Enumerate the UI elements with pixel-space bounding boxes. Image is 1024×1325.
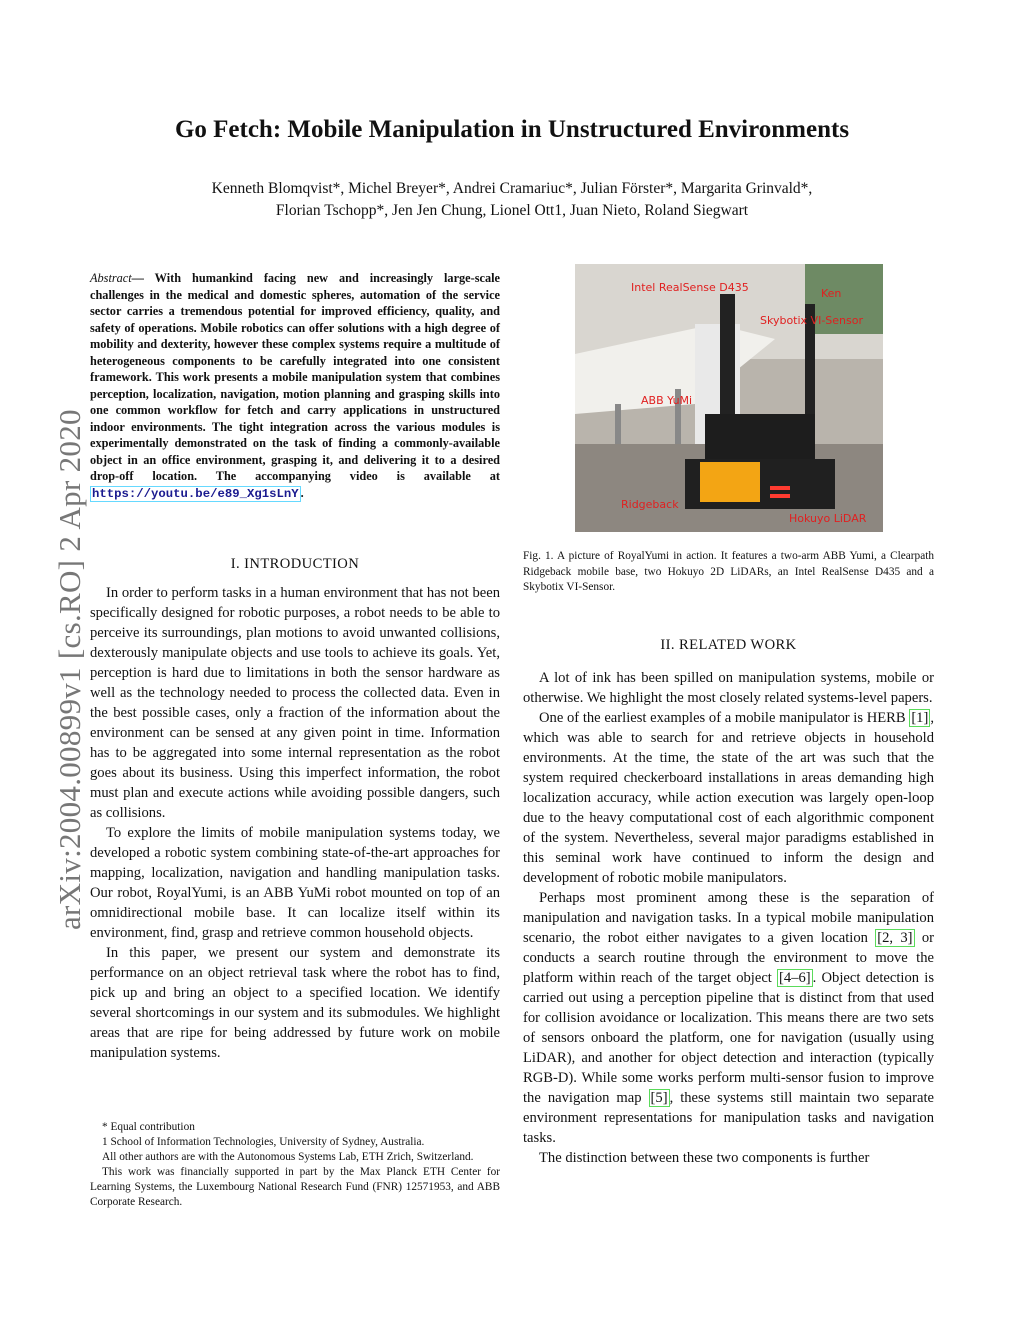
citation-link[interactable]: [5] bbox=[650, 1090, 668, 1106]
text-span: or conducts a search routine through the environment to move the platform within reach of the target object bbox=[523, 930, 934, 986]
footnote-eth: All other authors are with the Autonomous Systems Lab, ETH Zrich, Switzerland. bbox=[102, 1151, 474, 1163]
text-span: One of the earliest examples of a mobile manipulator is HERB bbox=[539, 710, 910, 726]
label-ken: Ken bbox=[821, 287, 842, 300]
related-work-body bbox=[523, 668, 934, 1168]
intro-paragraph-2: To explore the limits of mobile manipulation systems today, we developed a robotic system combining state-of-the-art approaches for mapping, localization, navigation and handling manipulation tasks. Our robot, RoyalYumi, is an ABB YuMi robot mounted on top of an omnidirectional mobile base. It can localize itself within its environment, find, grasp and retrieve common household objects. bbox=[90, 825, 500, 941]
author-line-2: Florian Tschopp*, Jen Jen Chung, Lionel Ott1, Juan Nieto, Roland Siegwart bbox=[275, 202, 749, 219]
related-paragraph-1: A lot of ink has been spilled on manipulation systems, mobile or otherwise. We highlight the most closely related systems-level papers. bbox=[523, 670, 934, 706]
footnotes bbox=[90, 1120, 500, 1210]
citation-link[interactable]: [2, 3] bbox=[877, 930, 913, 946]
abstract-end: . bbox=[300, 485, 304, 500]
related-paragraph-2 bbox=[523, 708, 934, 888]
footnote-sydney: 1 School of Information Technologies, University of Sydney, Australia. bbox=[102, 1136, 425, 1148]
paper-title: Go Fetch: Mobile Manipulation in Unstructured Environments bbox=[174, 116, 850, 143]
robot-figure bbox=[575, 264, 883, 532]
related-paragraph-3 bbox=[523, 888, 934, 1148]
footnote-funding: This work was financially supported in part by the Max Planck ETH Center for Learning Systems, the Luxembourg National Research Fund (FNR) 12571953, and ABB Corporate Research. bbox=[90, 1166, 500, 1208]
section-heading-related-work: II. RELATED WORK bbox=[660, 637, 797, 653]
related-paragraph-4: The distinction between these two components is further bbox=[539, 1150, 870, 1166]
text-span: , these systems still maintain two separate environment representations for manipulation tasks and navigation tasks. bbox=[523, 1090, 934, 1146]
label-realsense: Intel RealSense D435 bbox=[631, 281, 749, 294]
video-link[interactable]: https://youtu.be/e89_Xg1sLnY bbox=[92, 486, 299, 501]
citation-link[interactable]: [4–6] bbox=[779, 970, 811, 986]
arxiv-identifier: arXiv:2004.00899v1 [cs.RO] 2 Apr 2020 bbox=[52, 409, 87, 930]
intro-paragraph-3: In this paper, we present our system and demonstrate its performance on an object retrieval task where the robot has to find, pick up and bring an object to a specified location. We identify several shortcomings in our system and its submodules. We highlight areas that are ripe for being addressed by future work on mobile manipulation systems. bbox=[90, 945, 500, 1061]
text-span: , which was able to search for and retrieve objects in household environments. At the time, the state of the art was such that the system required checkerboard installations in areas demanding high localization accuracy, while action execution was largely open-loop due to the heavy computational cost of each algorithmic component of the system. Nevertheless, several major paradigms established in this seminal work have continued to inform the design and development of robotic mobile manipulators. bbox=[523, 710, 934, 886]
footnote-equal: * Equal contribution bbox=[102, 1121, 195, 1133]
label-hokuyo: Hokuyo LiDAR bbox=[789, 512, 867, 525]
label-yumi: ABB YuMi bbox=[641, 394, 693, 407]
section-heading-introduction: I. INTRODUCTION bbox=[230, 556, 360, 572]
abstract-label: Abstract bbox=[90, 271, 132, 285]
text-span: Perhaps most prominent among these is the separation of manipulation and navigation tasks. In a typical mobile manipulation scenario, the robot either navigates to a given location bbox=[523, 890, 934, 946]
text-span: . Object detection is carried out using a perception pipeline that is distinct from that used for collision avoidance or localization. This means there are two sets of sensors onboard the platform, one for navigation (usually using LiDAR), and another for object detection and interaction (typically RGB-D). While some works perform multi-sensor fusion to improve the navigation map bbox=[523, 970, 934, 1106]
introduction-body bbox=[90, 583, 500, 1063]
abstract bbox=[90, 270, 500, 502]
author-list bbox=[100, 178, 924, 222]
label-ridgeback: Ridgeback bbox=[621, 498, 679, 511]
intro-paragraph-1: In order to perform tasks in a human environment that has not been specifically designed for robotic purposes, a robot needs to be able to perceive its surroundings, plan motions to avoid unwanted collisions, dexterously manipulate objects and use tools to achieve its goals. Yet, perception is hard due to limitations in both the sensor hardware as well as the technology needed to process the collected data. Even in the best possible cases, only a fraction of the information about the environment can be sensed at any given point in time. Information has to be aggregated into some internal representation as the robot goes about its business. Using this imperfect information, the robot must plan and execute actions while avoiding possible dangers, such as collisions. bbox=[90, 585, 500, 821]
label-skybotix: Skybotix VI-Sensor bbox=[760, 314, 864, 327]
citation-link[interactable]: [1] bbox=[911, 710, 929, 726]
figure-caption: Fig. 1. A picture of RoyalYumi in action. It features a two-arm ABB Yumi, a Clearpath Ridgeback mobile base, two Hokuyo 2D LiDARs, an Intel RealSense D435 and a Skybotix VI-Sensor. bbox=[523, 550, 934, 593]
abstract-text: — With humankind facing new and increasingly large-scale challenges in the medical and domestic spheres, automation of the service sector carries a tremendous potential for improved efficiency, quality, and safety of operations. Mobile robotics can offer solutions with a high degree of mobility and dexterity, however these complex systems require a multitude of heterogeneous components to be carefully integrated into one consistent framework. This work presents a mobile manipulation system that combines perception, localization, navigation, motion planning and grasping skills into one common workflow for fetch and carry applications in unstructured indoor environments. The tight integration across the various modules is experimentally demonstrated on the task of finding a commonly-available object in an office environment, grasping it, and delivering it to a desired drop-off location. The accompanying video is available at bbox=[90, 271, 500, 483]
author-line-1: Kenneth Blomqvist*, Michel Breyer*, Andrei Cramariuc*, Julian Förster*, Margarita Grinvald*, bbox=[211, 180, 813, 197]
